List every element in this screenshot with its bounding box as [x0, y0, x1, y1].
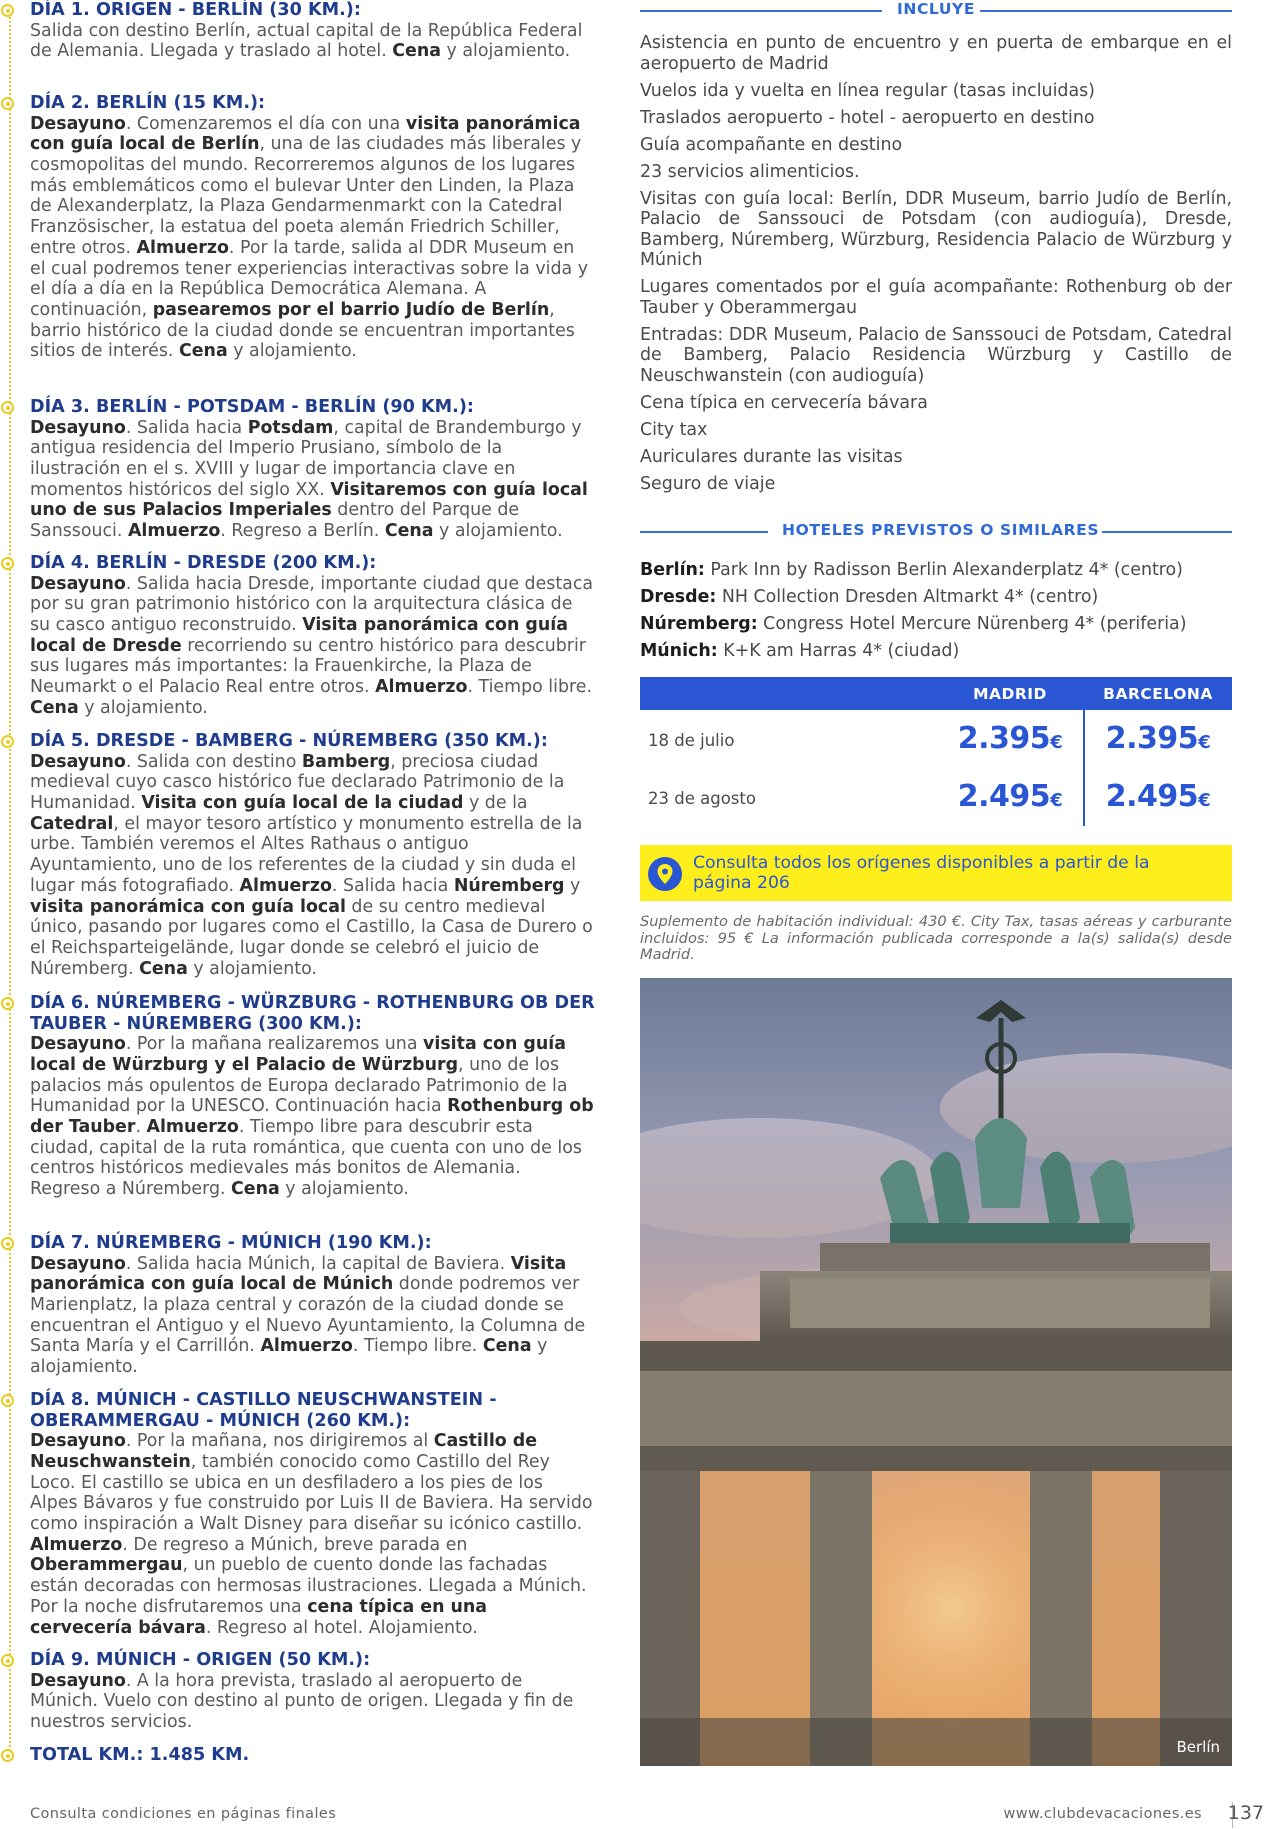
text-run: dentro del Parque de Sanssouci.: [30, 500, 520, 542]
day-title: DÍA 5. DRESDE - BAMBERG - NÚREMBERG (350 KM.):: [30, 731, 548, 751]
col-madrid: MADRID: [973, 685, 1047, 703]
includes-item: Guía acompañante en destino: [640, 134, 903, 155]
bold-run: Almuerzo: [30, 1534, 123, 1555]
bold-run: Núremberg: [453, 875, 565, 896]
text-run: y: [564, 875, 581, 896]
day-text: [30, 1254, 595, 1378]
text-run: . Tiempo libre.: [352, 1336, 483, 1357]
bold-run: Visita panorámica con guía local de Dresde: [30, 615, 568, 656]
hotels-title: HOTELES PREVISTOS O SIMILARES: [782, 521, 1100, 539]
bold-run: Almuerzo: [127, 521, 221, 542]
includes-item: Vuelos ida y vuelta en línea regular (tasas incluidas): [640, 80, 1095, 101]
price-date: 18 de julio: [648, 731, 735, 750]
includes-item: Visitas con guía local: Berlín, DDR Museum, barrio Judío de Berlín, Palacio de Sanssouci de Potsdam (con audioguía), Dresde, Bamberg, Núremberg, Würzburg, Residencia Palacio de Würzburg y Múnich: [640, 188, 1232, 270]
text-run: , barrio histórico de la ciudad donde se encuentran importantes sitios de interés.: [30, 299, 575, 362]
total-km: [0, 1745, 595, 1766]
price-row: [640, 713, 1232, 771]
day-6: [0, 993, 595, 1200]
hotel-item: Núremberg: Congress Hotel Mercure Nürenberg 4* (periferia): [640, 614, 1187, 634]
location-pin-icon: [648, 857, 682, 891]
hotel-item: Múnich: K+K am Harras 4* (ciudad): [640, 641, 960, 661]
text-run: y alojamiento.: [187, 958, 317, 979]
text-run: y alojamiento.: [440, 41, 571, 62]
text-run: de su centro medieval único, pasando por lugares como el Castillo, la Casa de Durero o el Reichsparteigelände, lugar donde se celebró el juicio de Núremberg.: [30, 896, 593, 979]
day-text: [30, 752, 595, 980]
includes-header: [640, 0, 1232, 22]
bold-run: Almuerzo: [146, 1117, 239, 1137]
text-run: , una de las ciudades más liberales y cosmopolitas del mundo. Recorreremos algunos de los lugares más emblemáticos como el bulevar Unter den Linden, la Plaza de Alexanderplatz, la Plaza Gendarmenmarkt con la Catedral Französischer, la estatua del poeta alemán Friedrich Schiller, entre otros.: [30, 134, 582, 258]
photo-caption: Berlín: [1176, 1738, 1220, 1756]
bold-run: Castillo de Neuschwanstein: [30, 1431, 538, 1472]
day-text: [30, 418, 595, 542]
includes-item: City tax: [640, 419, 708, 440]
timeline-dot-icon: [1, 557, 14, 570]
text-run: . De regreso a Múnich, breve parada en: [122, 1534, 468, 1555]
day-title: DÍA 4. BERLÍN - DRESDE (200 KM.):: [30, 553, 377, 573]
timeline-dot-icon: [1, 1237, 14, 1250]
day-title: DÍA 3. BERLÍN - POTSDAM - BERLÍN (90 KM.):: [30, 397, 474, 417]
text-run: y alojamiento.: [279, 1179, 409, 1200]
footer-conditions: Consulta condiciones en páginas finales: [30, 1806, 337, 1822]
day-4: [0, 553, 595, 719]
text-run: , uno de los palacios más opulentos de Europa declarado Patrimonio de la Humanidad por la UNESCO. Continuación hacia: [30, 1054, 568, 1117]
text-run: . Tiempo libre para descubrir esta ciudad, capital de la ruta romántica, que cuenta con uno de los centros históricos medievales más bonitos de Alemania. Regreso a Núremberg.: [30, 1117, 582, 1200]
timeline-dot-icon: [1, 997, 14, 1010]
bold-run: Cena: [384, 521, 434, 542]
price-table: [640, 677, 1232, 833]
includes-item: Auriculares durante las visitas: [640, 446, 903, 467]
bold-run: Rothenburg ob der Tauber: [30, 1096, 594, 1137]
bold-run: Oberammergau: [30, 1555, 183, 1576]
page-number: 137: [1227, 1802, 1264, 1824]
text-run: . A la hora prevista, traslado al aeropuerto de Múnich. Vuelo con destino al punto de origen. Llegada y fin de nuestros servicios.: [30, 1670, 574, 1732]
origins-banner-text: Consulta todos los orígenes disponibles a partir de la página 206: [693, 853, 1150, 893]
bold-run: Desayuno: [30, 573, 126, 594]
hotels-header: [640, 521, 1232, 543]
bold-run: Potsdam: [247, 417, 334, 438]
bold-run: Visita panorámica con guía local de Múnich: [30, 1253, 567, 1295]
col-barcelona: BARCELONA: [1103, 685, 1213, 703]
timeline-dot-icon: [1, 4, 14, 17]
price-madrid: 2.395€: [957, 721, 1063, 756]
hotel-item: Berlín: Park Inn by Radisson Berlin Alexanderplatz 4* (centro): [640, 560, 1183, 580]
day-text: [30, 1431, 595, 1638]
text-run: y alojamiento.: [30, 1336, 548, 1378]
text-run: . Por la tarde, salida al DDR Museum en el cual podremos tener experiencias interactivas sobre la vida y el día a día en la República Democrática Alemana. A continuación,: [30, 237, 589, 320]
berlin-photo: [640, 978, 1232, 1766]
text-run: . Por la mañana, nos dirigiremos al: [125, 1431, 434, 1452]
day-title: DÍA 8. MÚNICH - CASTILLO NEUSCHWANSTEIN - OBERAMMERGAU - MÚNICH (260 KM.):: [30, 1390, 497, 1431]
bold-run: Desayuno: [30, 1253, 126, 1274]
bold-run: Desayuno: [30, 1034, 126, 1055]
bold-run: Cena: [231, 1179, 280, 1200]
timeline-dot-icon: [1, 735, 14, 748]
day-title: DÍA 7. NÚREMBERG - MÚNICH (190 KM.):: [30, 1233, 432, 1253]
bold-run: Cena: [30, 697, 79, 718]
includes-item: Seguro de viaje: [640, 473, 776, 494]
day-title: DÍA 2. BERLÍN (15 KM.):: [30, 93, 266, 113]
day-title: DÍA 1. ORIGEN - BERLÍN (30 KM.):: [30, 0, 361, 20]
day-3: [0, 397, 595, 542]
bold-run: Cena: [482, 1336, 532, 1357]
text-run: . Tiempo libre.: [467, 677, 592, 698]
price-table-header: [640, 677, 1232, 710]
day-title: DÍA 9. MÚNICH - ORIGEN (50 KM.):: [30, 1650, 371, 1670]
text-run: Salida con destino Berlín, actual capital de la República Federal de Alemania. Llegada y traslado al hotel.: [30, 20, 583, 62]
timeline-dot-icon: [1, 401, 14, 414]
day-text: [30, 1034, 595, 1200]
day-1: [0, 0, 595, 62]
bold-run: Visitaremos con guía local uno de sus Palacios Imperiales: [30, 479, 588, 521]
bold-run: Almuerzo: [375, 677, 468, 698]
day-text: [30, 574, 595, 719]
bold-run: Visita con guía local de la ciudad: [141, 793, 464, 813]
timeline-dot-icon: [1, 1654, 14, 1667]
text-run: . Salida hacia Dresde, importante ciudad que destaca por su gran patrimonio histórico con la arquitectura clásica de su casco antiguo reconstruido.: [30, 573, 594, 635]
total-km-label: TOTAL KM.: 1.485 KM.: [30, 1745, 250, 1765]
text-run: donde podremos ver Marienplatz, la plaza central y corazón de la ciudad donde se encuentran el Antiguo y el Nuevo Ayuntamiento, la Columna de Santa María y el Carrillón.: [30, 1274, 586, 1357]
bold-run: visita panorámica con guía local de Berlín: [30, 113, 581, 155]
bold-run: Desayuno: [30, 113, 126, 134]
text-run: y de la: [463, 793, 528, 813]
day-8: [0, 1390, 595, 1638]
text-run: .: [135, 1117, 147, 1137]
includes-title: INCLUYE: [897, 0, 976, 18]
text-run: , un pueblo de cuento donde las fachadas están decoradas con hermosas ilustraciones. Llegada a Múnich. Por la noche disfrutaremos una: [30, 1555, 587, 1617]
day-text: [30, 21, 595, 62]
text-run: y alojamiento.: [78, 697, 208, 718]
text-run: . Salida hacia Múnich, la capital de Baviera.: [125, 1253, 511, 1274]
footer-url-link[interactable]: www.clubdevacaciones.es: [1003, 1806, 1202, 1822]
text-run: , también conocido como Castillo del Rey Loco. El castillo se ubica en un desfiladero a los pies de los Alpes Bávaros y fue construido por Luis II de Baviera. Ha servido como inspiración a Walt Disney para diseñar su icónico castillo.: [30, 1451, 593, 1534]
price-row: [640, 771, 1232, 829]
timeline-dot-icon: [1, 1749, 14, 1762]
price-madrid: 2.495€: [957, 779, 1063, 814]
bold-run: Cena: [139, 958, 188, 979]
includes-item: Asistencia en punto de encuentro y en puerta de embarque en el aeropuerto de Madrid: [640, 33, 1232, 74]
text-run: . Regreso al hotel. Alojamiento.: [205, 1617, 478, 1638]
includes-item: Cena típica en cervecería bávara: [640, 392, 928, 413]
bold-run: Desayuno: [30, 751, 126, 772]
text-run: , capital de Brandemburgo y antigua residencia del Imperio Prusiano, símbolo de la ilustración en el s. XVIII y lugar de importancia clave en momentos históricos del siglo XX.: [30, 417, 582, 500]
day-2: [0, 93, 595, 362]
includes-list: [640, 33, 1232, 501]
bold-run: Desayuno: [30, 1670, 126, 1691]
bold-run: Almuerzo: [136, 237, 229, 258]
text-run: . Salida con destino: [125, 751, 302, 772]
text-run: . Salida hacia: [125, 417, 248, 438]
bold-run: Almuerzo: [260, 1336, 353, 1357]
includes-item: Traslados aeropuerto - hotel - aeropuerto en destino: [640, 107, 1095, 128]
hotels-list: [640, 560, 1232, 668]
includes-item: Entradas: DDR Museum, Palacio de Sanssouci de Potsdam, Catedral de Bamberg, Palacio Residencia Würzburg y Castillo de Neuschwanstein (con audioguía): [640, 324, 1232, 386]
hotel-item: Dresde: NH Collection Dresden Altmarkt 4* (centro): [640, 587, 1099, 607]
bold-run: Desayuno: [30, 1431, 126, 1452]
text-run: y alojamiento.: [433, 521, 563, 542]
price-note: Suplemento de habitación individual: 430 €. City Tax, tasas aéreas y carburante incluidos: 95 € La información publicada corresponde a la(s) salida(s) desde Madrid.: [640, 913, 1232, 963]
bold-run: Cena: [179, 341, 228, 362]
bold-run: visita con guía local de Würzburg y el Palacio de Würzburg: [30, 1034, 566, 1075]
bold-run: Bamberg: [301, 751, 391, 772]
price-barcelona: 2.495€: [1105, 779, 1211, 814]
bold-run: Almuerzo: [239, 875, 332, 896]
day-9: [0, 1650, 595, 1733]
timeline-dot-icon: [1, 1394, 14, 1407]
includes-item: Lugares comentados por el guía acompañante: Rothenburg ob der Tauber y Oberammergau: [640, 277, 1232, 318]
bold-run: visita panorámica con guía local: [30, 896, 346, 917]
itinerary: [0, 0, 600, 1780]
text-run: . Por la mañana realizaremos una: [125, 1034, 424, 1055]
text-run: . Salida hacia: [331, 875, 454, 896]
bold-run: cena típica en una cervecería bávara: [30, 1596, 488, 1638]
bold-run: Cena: [392, 41, 441, 62]
origins-banner[interactable]: [640, 845, 1232, 901]
text-run: y alojamiento.: [227, 341, 357, 362]
day-title: DÍA 6. NÚREMBERG - WÜRZBURG - ROTHENBURG OB DER TAUBER - NÚREMBERG (300 KM.):: [30, 993, 595, 1034]
bold-run: Catedral: [30, 813, 114, 834]
includes-item: 23 servicios alimenticios.: [640, 161, 860, 182]
bold-run: Desayuno: [30, 417, 126, 438]
text-run: , el mayor tesoro artístico y monumento estrella de la urbe. También veremos el Altes Rathaus o antiguo Ayuntamiento, uno de los referentes de la ciudad y sin duda el lugar más fotografiado.: [30, 813, 583, 896]
day-5: [0, 731, 595, 979]
page-footer: [0, 1800, 1280, 1829]
price-barcelona: 2.395€: [1105, 721, 1211, 756]
day-7: [0, 1233, 595, 1378]
bold-run: pasearemos por el barrio Judío de Berlín: [152, 299, 550, 320]
text-run: , preciosa ciudad medieval cuyo casco histórico fue declarado Patrimonio de la Humanidad.: [30, 751, 565, 813]
text-run: . Comenzaremos el día con una: [125, 113, 406, 134]
brandenburg-gate-image: [640, 978, 1232, 1766]
price-date: 23 de agosto: [648, 789, 756, 808]
text-run: . Regreso a Berlín.: [220, 521, 385, 542]
timeline-dot-icon: [1, 97, 14, 110]
day-text: [30, 114, 595, 362]
text-run: recorriendo su centro histórico para descubrir sus lugares más importantes: la Frauenkirche, la Plaza de Neumarkt o el Palacio Real entre otros.: [30, 635, 586, 698]
day-text: [30, 1671, 595, 1733]
